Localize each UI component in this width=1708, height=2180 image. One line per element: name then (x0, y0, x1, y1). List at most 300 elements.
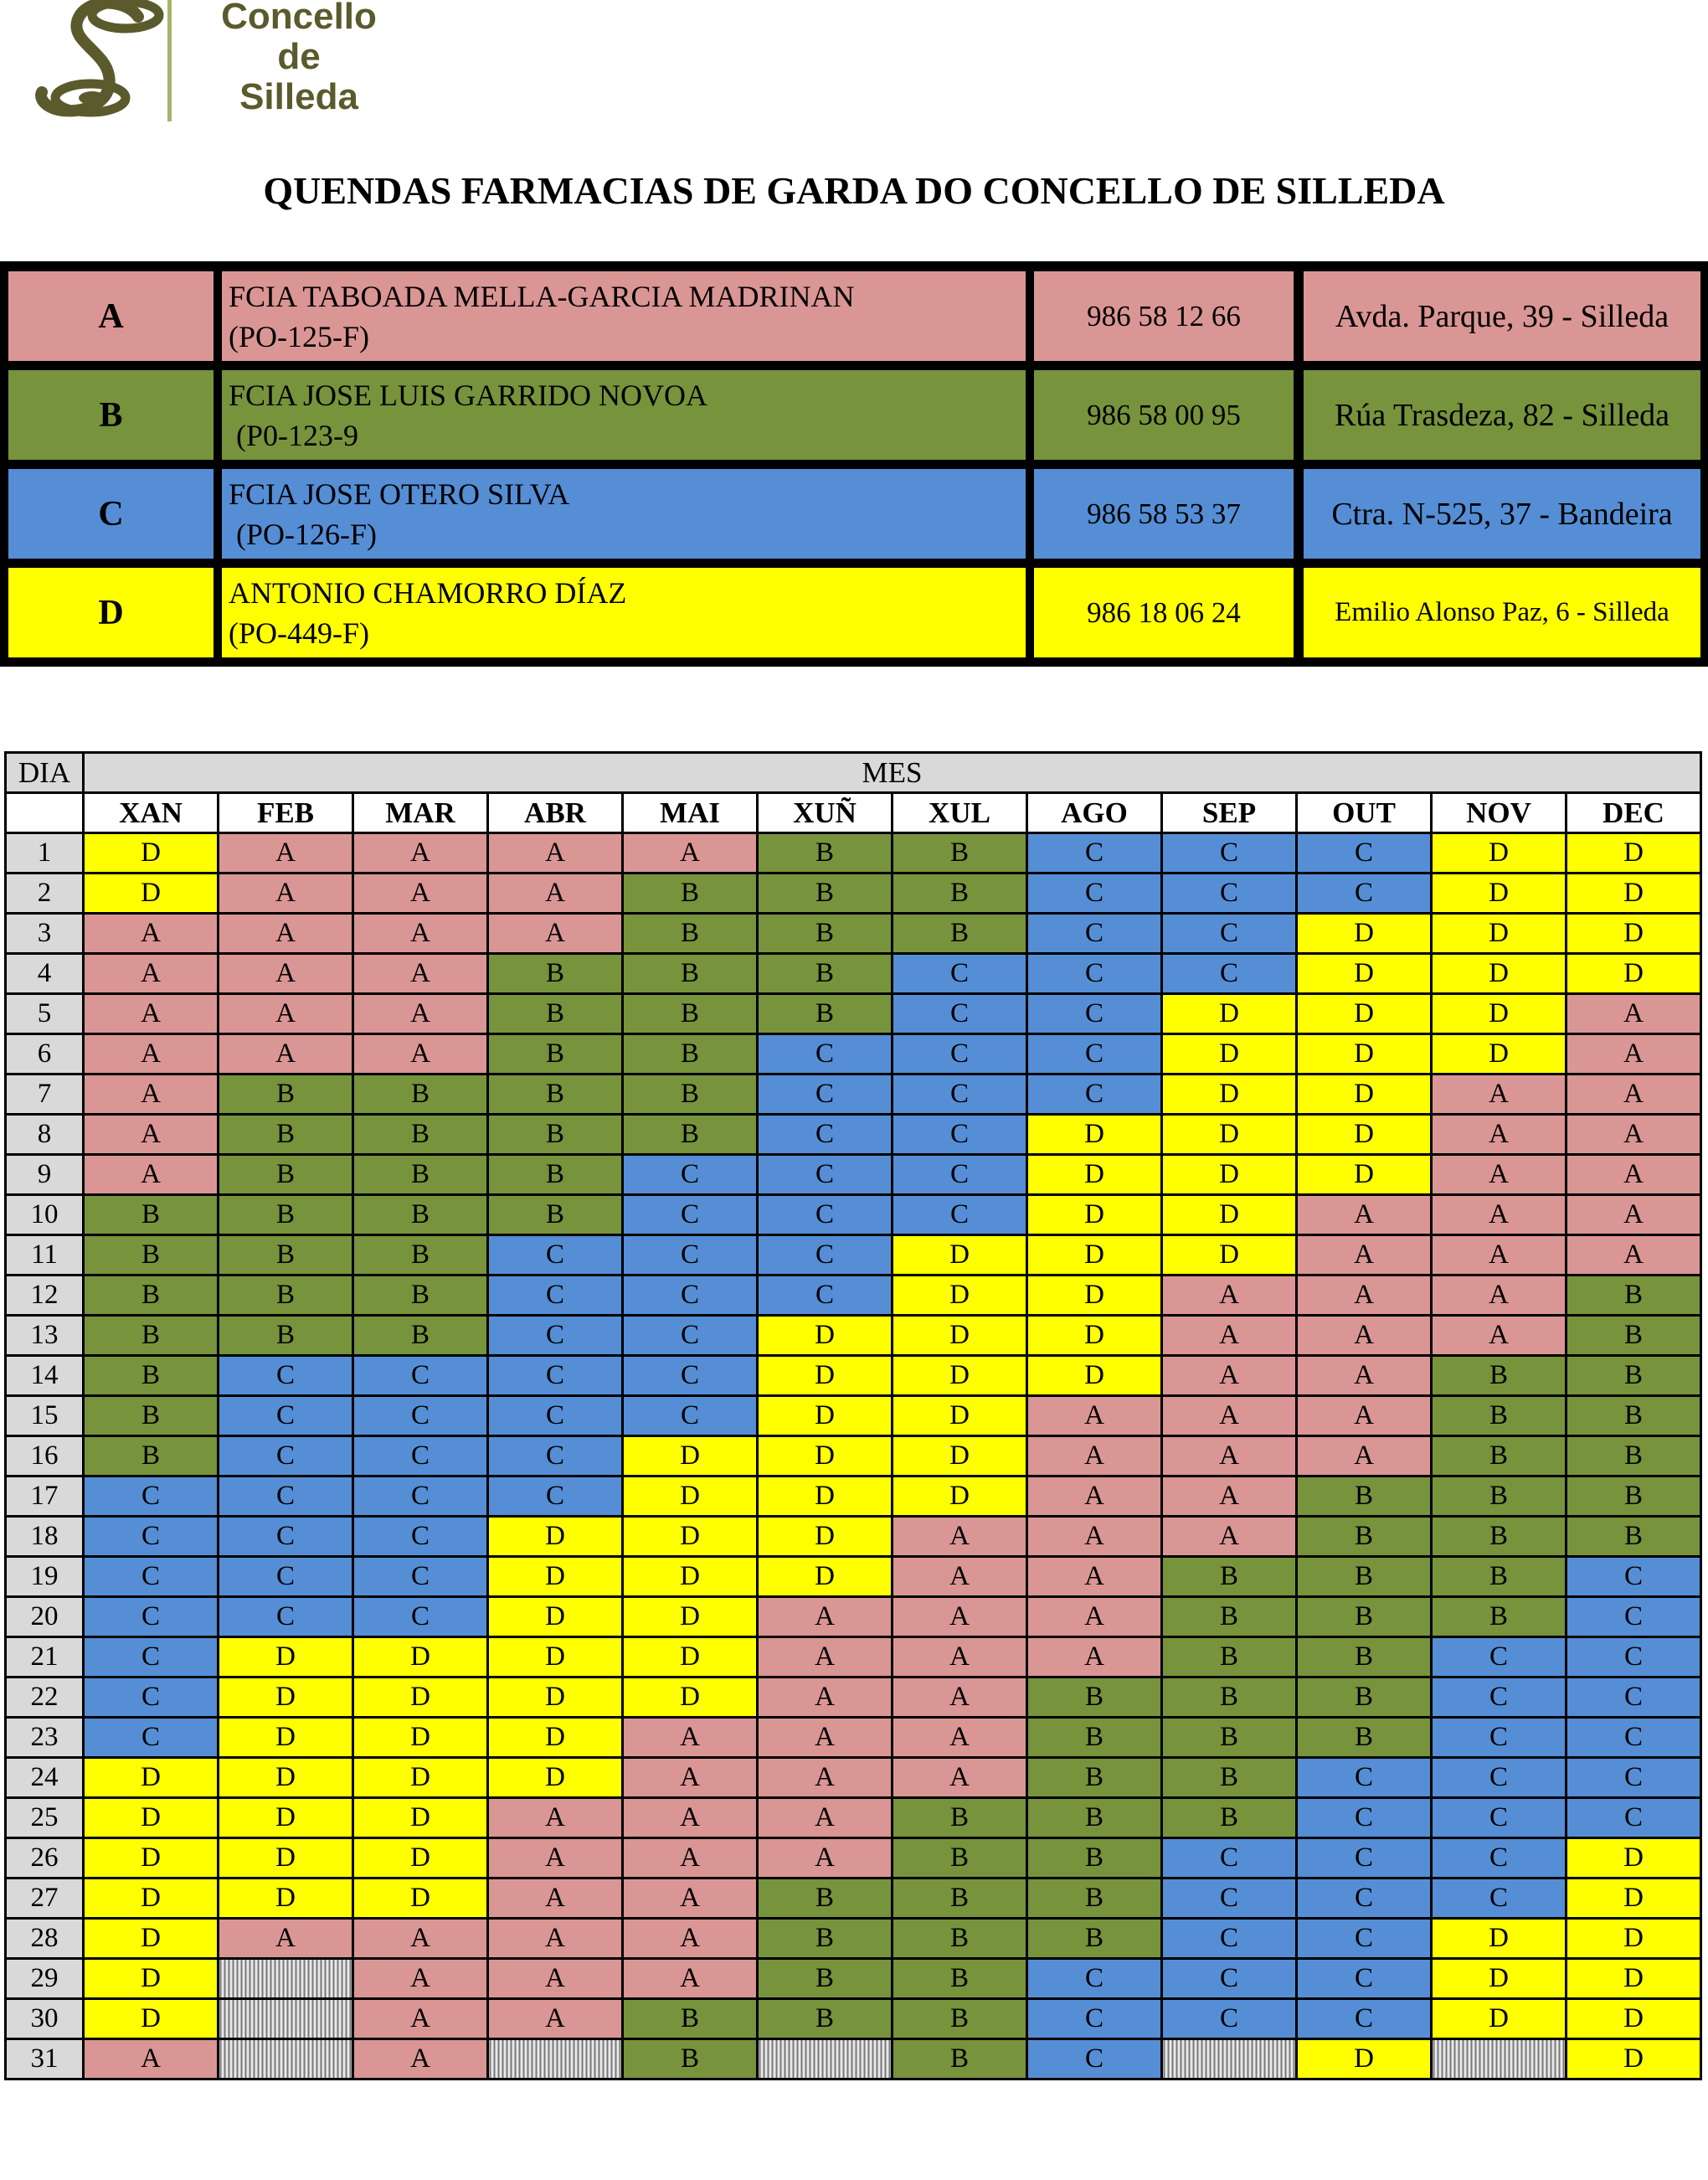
calendar-row (6, 1637, 1701, 1678)
duty-cell: A (219, 1034, 353, 1075)
duty-cell: D (488, 1597, 623, 1637)
duty-cell: B (1297, 1557, 1432, 1597)
logo-line-3: Silleda (239, 76, 358, 117)
pharmacy-address: Rúa Trasdeza, 82 - Silleda (1304, 370, 1700, 460)
duty-cell: C (758, 1235, 893, 1276)
duty-cell: B (623, 914, 758, 954)
duty-cell: C (1027, 833, 1162, 874)
duty-cell: D (1432, 1959, 1567, 1999)
duty-cell: C (1027, 2039, 1162, 2080)
duty-cell: C (1567, 1678, 1701, 1718)
duty-cell: B (758, 1919, 893, 1959)
month-header: MAR (353, 793, 488, 833)
no-day-cell (219, 1999, 353, 2039)
duty-cell: D (1027, 1155, 1162, 1195)
duty-cell: C (1297, 874, 1432, 914)
duty-cell: C (1162, 1879, 1297, 1919)
duty-cell: B (758, 914, 893, 954)
duty-cell: D (1297, 1034, 1432, 1075)
pharmacy-name: ANTONIO CHAMORRO DÍAZ (229, 575, 627, 610)
day-number: 13 (6, 1316, 84, 1356)
pharmacy-name: FCIA JOSE OTERO SILVA (229, 477, 570, 511)
day-number: 2 (6, 874, 84, 914)
duty-cell: D (1162, 1034, 1297, 1075)
month-header: NOV (1432, 793, 1567, 833)
calendar-row (6, 1075, 1701, 1115)
duty-cell: D (758, 1396, 893, 1436)
duty-cell: D (1297, 994, 1432, 1034)
duty-cell: A (353, 1999, 488, 2039)
duty-cell: B (353, 1316, 488, 1356)
duty-cell: B (353, 1235, 488, 1276)
duty-cell: C (893, 1195, 1027, 1235)
duty-cell: C (1297, 833, 1432, 874)
duty-cell: C (1432, 1879, 1567, 1919)
duty-cell: B (893, 874, 1027, 914)
duty-cell: B (1162, 1637, 1297, 1678)
duty-cell: C (219, 1597, 353, 1637)
concello-logo (25, 0, 377, 126)
duty-cell: C (1027, 1959, 1162, 1999)
duty-cell: B (1027, 1678, 1162, 1718)
mes-header: MES (84, 753, 1701, 793)
duty-cell: C (893, 994, 1027, 1034)
duty-cell: D (1432, 874, 1567, 914)
duty-cell: B (1297, 1477, 1432, 1517)
duty-cell: A (893, 1758, 1027, 1798)
duty-cell: C (1297, 1919, 1432, 1959)
duty-cell: D (1162, 1235, 1297, 1276)
duty-cell: B (623, 994, 758, 1034)
duty-cell: A (1432, 1075, 1567, 1115)
duty-cell: A (623, 1798, 758, 1838)
pharmacy-name-cell (222, 568, 1026, 657)
duty-cell: B (758, 1879, 893, 1919)
duty-cell: D (1567, 1879, 1701, 1919)
pharmacy-address: Avda. Parque, 39 - Silleda (1304, 271, 1700, 361)
duty-cell: D (1027, 1356, 1162, 1396)
day-number: 12 (6, 1276, 84, 1316)
duty-cell: C (219, 1396, 353, 1436)
pharmacy-name-cell (222, 271, 1026, 361)
duty-cell: D (488, 1557, 623, 1597)
duty-cell: D (758, 1356, 893, 1396)
duty-cell: D (353, 1879, 488, 1919)
duty-cell: A (219, 914, 353, 954)
duty-cell: B (353, 1075, 488, 1115)
duty-cell: A (1297, 1396, 1432, 1436)
duty-cell: D (623, 1637, 758, 1678)
calendar-row (6, 1155, 1701, 1195)
duty-cell: B (623, 1999, 758, 2039)
duty-cell: C (353, 1356, 488, 1396)
duty-cell: A (1027, 1597, 1162, 1637)
day-number: 24 (6, 1758, 84, 1798)
duty-cell: D (1432, 914, 1567, 954)
duty-cell: C (219, 1436, 353, 1477)
duty-cell: C (84, 1557, 219, 1597)
duty-cell: D (1297, 914, 1432, 954)
month-header: MAI (623, 793, 758, 833)
duty-cell: C (488, 1477, 623, 1517)
calendar-row (6, 1919, 1701, 1959)
pharmacy-name: FCIA TABOADA MELLA-GARCIA MADRINAN (229, 279, 855, 313)
duty-cell: B (84, 1235, 219, 1276)
duty-cell: D (488, 1517, 623, 1557)
duty-cell: C (1567, 1637, 1701, 1678)
duty-cell: B (1432, 1356, 1567, 1396)
duty-cell: A (353, 874, 488, 914)
duty-cell: A (84, 954, 219, 994)
duty-cell: A (758, 1597, 893, 1637)
duty-cell: D (1027, 1195, 1162, 1235)
day-number: 30 (6, 1999, 84, 2039)
duty-cell: A (1162, 1396, 1297, 1436)
duty-cell: D (1027, 1115, 1162, 1155)
duty-cell: C (84, 1477, 219, 1517)
day-number: 11 (6, 1235, 84, 1276)
duty-cell: C (893, 1034, 1027, 1075)
duty-cell: A (1027, 1396, 1162, 1436)
duty-cell: B (84, 1356, 219, 1396)
month-header: XUÑ (758, 793, 893, 833)
duty-cell: A (1162, 1356, 1297, 1396)
day-number: 8 (6, 1115, 84, 1155)
day-number: 20 (6, 1597, 84, 1637)
duty-cell: D (1567, 914, 1701, 954)
duty-cell: A (1297, 1235, 1432, 1276)
duty-cell: D (1297, 2039, 1432, 2080)
duty-cell: D (1297, 954, 1432, 994)
duty-cell: D (1567, 1959, 1701, 1999)
calendar-row (6, 1798, 1701, 1838)
duty-cell: B (1027, 1798, 1162, 1838)
day-number: 25 (6, 1798, 84, 1838)
duty-cell: B (1027, 1838, 1162, 1879)
duty-cell: C (893, 1155, 1027, 1195)
duty-cell: C (1162, 874, 1297, 914)
duty-cell: C (758, 1195, 893, 1235)
corner-cell (6, 793, 84, 833)
duty-cell: D (758, 1477, 893, 1517)
duty-cell: A (1027, 1517, 1162, 1557)
duty-cell: C (1297, 1758, 1432, 1798)
pharmacy-row (0, 271, 1708, 361)
duty-cell: A (1432, 1195, 1567, 1235)
duty-cell: D (758, 1436, 893, 1477)
duty-cell: B (623, 2039, 758, 2080)
duty-cell: C (488, 1396, 623, 1436)
duty-cell: C (353, 1517, 488, 1557)
duty-cell: B (623, 1034, 758, 1075)
day-number: 14 (6, 1356, 84, 1396)
duty-cell: D (1432, 1999, 1567, 2039)
calendar-row (6, 1396, 1701, 1436)
pharmacy-row (0, 370, 1708, 460)
duty-cell: B (1432, 1477, 1567, 1517)
calendar-row (6, 1316, 1701, 1356)
duty-cell: A (893, 1517, 1027, 1557)
duty-cell: D (353, 1838, 488, 1879)
duty-cell: A (84, 1155, 219, 1195)
duty-cell: C (1162, 914, 1297, 954)
duty-cell: B (84, 1396, 219, 1436)
duty-cell: A (623, 1919, 758, 1959)
calendar-row (6, 2039, 1701, 2080)
duty-cell: B (488, 1075, 623, 1115)
duty-cell: D (84, 1959, 219, 1999)
duty-cell: C (219, 1557, 353, 1597)
duty-cell: A (219, 874, 353, 914)
duty-cell: C (219, 1517, 353, 1557)
duty-cell: B (623, 954, 758, 994)
calendar-row (6, 1959, 1701, 1999)
calendar-row (6, 1999, 1701, 2039)
duty-cell: A (623, 833, 758, 874)
no-day-cell (758, 2039, 893, 2080)
duty-cell: B (488, 1115, 623, 1155)
day-number: 5 (6, 994, 84, 1034)
duty-cell: A (1027, 1637, 1162, 1678)
duty-cell: A (353, 994, 488, 1034)
duty-cell: D (623, 1678, 758, 1718)
duty-cell: A (353, 1919, 488, 1959)
duty-cell: B (758, 874, 893, 914)
duty-cell: D (1432, 1034, 1567, 1075)
duty-cell: C (758, 1276, 893, 1316)
duty-cell: A (353, 1034, 488, 1075)
duty-cell: C (1027, 1034, 1162, 1075)
pharmacy-registration: (PO-126-F) (229, 517, 377, 551)
duty-cell: C (623, 1356, 758, 1396)
duty-cell: B (623, 1115, 758, 1155)
day-number: 31 (6, 2039, 84, 2080)
duty-cell: D (893, 1396, 1027, 1436)
duty-cell: C (84, 1678, 219, 1718)
duty-cell: D (353, 1718, 488, 1758)
month-header: XAN (84, 793, 219, 833)
duty-cell: D (1162, 1155, 1297, 1195)
duty-cell: B (623, 1075, 758, 1115)
duty-cell: D (893, 1436, 1027, 1477)
duty-cell: A (84, 1075, 219, 1115)
duty-cell: C (1567, 1718, 1701, 1758)
day-number: 9 (6, 1155, 84, 1195)
page-title: QUENDAS FARMACIAS DE GARDA DO CONCELLO DE SILLEDA (263, 169, 1445, 212)
duty-cell: B (1162, 1798, 1297, 1838)
duty-cell: C (1162, 1838, 1297, 1879)
duty-cell: A (488, 1919, 623, 1959)
pharmacy-phone: 986 58 53 37 (1034, 469, 1294, 559)
duty-cell: B (1297, 1597, 1432, 1637)
calendar-row (6, 1597, 1701, 1637)
duty-cell: B (1027, 1879, 1162, 1919)
month-header: DEC (1567, 793, 1701, 833)
duty-cell: B (893, 1959, 1027, 1999)
pharmacy-address: Emilio Alonso Paz, 6 - Silleda (1304, 568, 1700, 657)
duty-cell: C (1162, 1959, 1297, 1999)
duty-cell: B (1297, 1517, 1432, 1557)
no-day-cell (488, 2039, 623, 2080)
calendar-row (6, 1517, 1701, 1557)
duty-cell: A (488, 833, 623, 874)
duty-cell: B (84, 1195, 219, 1235)
duty-cell: A (488, 1999, 623, 2039)
duty-cell: D (488, 1637, 623, 1678)
duty-cell: A (353, 2039, 488, 2080)
duty-cell: A (893, 1637, 1027, 1678)
month-header: ABR (488, 793, 623, 833)
duty-cell: D (84, 1919, 219, 1959)
duty-cell: D (893, 1235, 1027, 1276)
duty-cell: D (1162, 994, 1297, 1034)
duty-cell: C (488, 1276, 623, 1316)
duty-cell: B (758, 1999, 893, 2039)
duty-cell: D (623, 1557, 758, 1597)
duty-cell: A (219, 994, 353, 1034)
duty-cell: A (353, 833, 488, 874)
duty-cell: C (488, 1356, 623, 1396)
duty-cell: D (1162, 1075, 1297, 1115)
day-number: 28 (6, 1919, 84, 1959)
duty-cell: A (1432, 1316, 1567, 1356)
duty-cell: A (893, 1597, 1027, 1637)
month-header: FEB (219, 793, 353, 833)
duty-cell: C (1162, 954, 1297, 994)
day-number: 1 (6, 833, 84, 874)
calendar-row (6, 1356, 1701, 1396)
no-day-cell (219, 2039, 353, 2080)
duty-cell: A (84, 1034, 219, 1075)
duty-cell: B (893, 833, 1027, 874)
duty-cell: A (488, 874, 623, 914)
pharmacy-registration: (PO-125-F) (229, 319, 369, 353)
duty-cell: B (219, 1155, 353, 1195)
duty-cell: D (1027, 1276, 1162, 1316)
day-number: 19 (6, 1557, 84, 1597)
duty-cell: B (623, 874, 758, 914)
duty-cell: A (488, 1838, 623, 1879)
duty-cell: D (219, 1718, 353, 1758)
day-number: 29 (6, 1959, 84, 1999)
duty-cell: D (623, 1597, 758, 1637)
duty-cell: B (488, 1195, 623, 1235)
duty-cell: A (623, 1879, 758, 1919)
day-number: 3 (6, 914, 84, 954)
duty-cell: B (893, 1999, 1027, 2039)
pharmacy-row (0, 568, 1708, 657)
duty-cell: B (84, 1316, 219, 1356)
duty-cell: A (1567, 994, 1701, 1034)
day-number: 21 (6, 1637, 84, 1678)
duty-cell: D (1567, 874, 1701, 914)
duty-cell: A (219, 954, 353, 994)
duty-cell: C (353, 1597, 488, 1637)
duty-cell: B (758, 954, 893, 994)
duty-cell: C (758, 1075, 893, 1115)
duty-cell: B (219, 1235, 353, 1276)
duty-cell: C (623, 1195, 758, 1235)
duty-cell: B (1432, 1517, 1567, 1557)
duty-cell: D (1162, 1115, 1297, 1155)
duty-cell: C (1297, 1798, 1432, 1838)
duty-cell: D (893, 1477, 1027, 1517)
duty-cell: A (1432, 1155, 1567, 1195)
duty-cell: A (758, 1637, 893, 1678)
duty-cell: C (219, 1356, 353, 1396)
duty-cell: C (1567, 1557, 1701, 1597)
duty-cell: A (1297, 1276, 1432, 1316)
duty-cell: A (1432, 1235, 1567, 1276)
duty-cell: D (219, 1678, 353, 1718)
duty-cell: C (1432, 1637, 1567, 1678)
duty-cell: C (1432, 1678, 1567, 1718)
duty-cell: B (1432, 1436, 1567, 1477)
duty-cell: C (1027, 1999, 1162, 2039)
pharmacy-address: Ctra. N-525, 37 - Bandeira (1304, 469, 1700, 559)
pharmacy-code: D (8, 568, 214, 657)
duty-cell: D (84, 833, 219, 874)
duty-cell: B (219, 1075, 353, 1115)
duty-cell: B (1027, 1919, 1162, 1959)
duty-cell: C (353, 1396, 488, 1436)
duty-cell: B (1162, 1758, 1297, 1798)
duty-cell: B (1297, 1678, 1432, 1718)
pharmacy-code: C (8, 469, 214, 559)
duty-cell: D (1432, 833, 1567, 874)
duty-cell: D (353, 1637, 488, 1678)
duty-cell: D (1567, 2039, 1701, 2080)
duty-cell: C (1297, 1959, 1432, 1999)
duty-cell: B (1162, 1557, 1297, 1597)
duty-cell: D (623, 1477, 758, 1517)
duty-cell: C (1027, 1075, 1162, 1115)
duty-cell: A (353, 914, 488, 954)
duty-cell: D (84, 1758, 219, 1798)
calendar-row (6, 954, 1701, 994)
duty-cell: B (758, 1959, 893, 1999)
duty-cell: B (1432, 1597, 1567, 1637)
month-header: SEP (1162, 793, 1297, 833)
duty-cell: D (1567, 1838, 1701, 1879)
calendar-row (6, 874, 1701, 914)
logo-line-2: de (277, 36, 321, 77)
day-number: 27 (6, 1879, 84, 1919)
duty-cell: B (1567, 1436, 1701, 1477)
duty-cell: A (893, 1678, 1027, 1718)
duty-cell: A (758, 1718, 893, 1758)
pharmacy-registration: (P0-123-9 (229, 418, 358, 452)
duty-cell: A (488, 1959, 623, 1999)
pharmacy-registration: (PO-449-F) (229, 616, 369, 650)
pharmacy-name-cell (222, 469, 1026, 559)
duty-cell: C (893, 954, 1027, 994)
duty-cell: A (219, 833, 353, 874)
duty-cell: B (1432, 1396, 1567, 1436)
duty-cell: C (1027, 994, 1162, 1034)
duty-cell: C (1162, 1999, 1297, 2039)
duty-cell: A (353, 954, 488, 994)
logo-line-1: Concello (221, 0, 377, 37)
duty-cell: A (1432, 1276, 1567, 1316)
month-header: XUL (893, 793, 1027, 833)
duty-cell: D (758, 1517, 893, 1557)
duty-cell: D (1432, 954, 1567, 994)
duty-cell: A (893, 1557, 1027, 1597)
duty-cell: B (1027, 1718, 1162, 1758)
calendar-row (6, 1557, 1701, 1597)
duty-cell: B (1567, 1276, 1701, 1316)
